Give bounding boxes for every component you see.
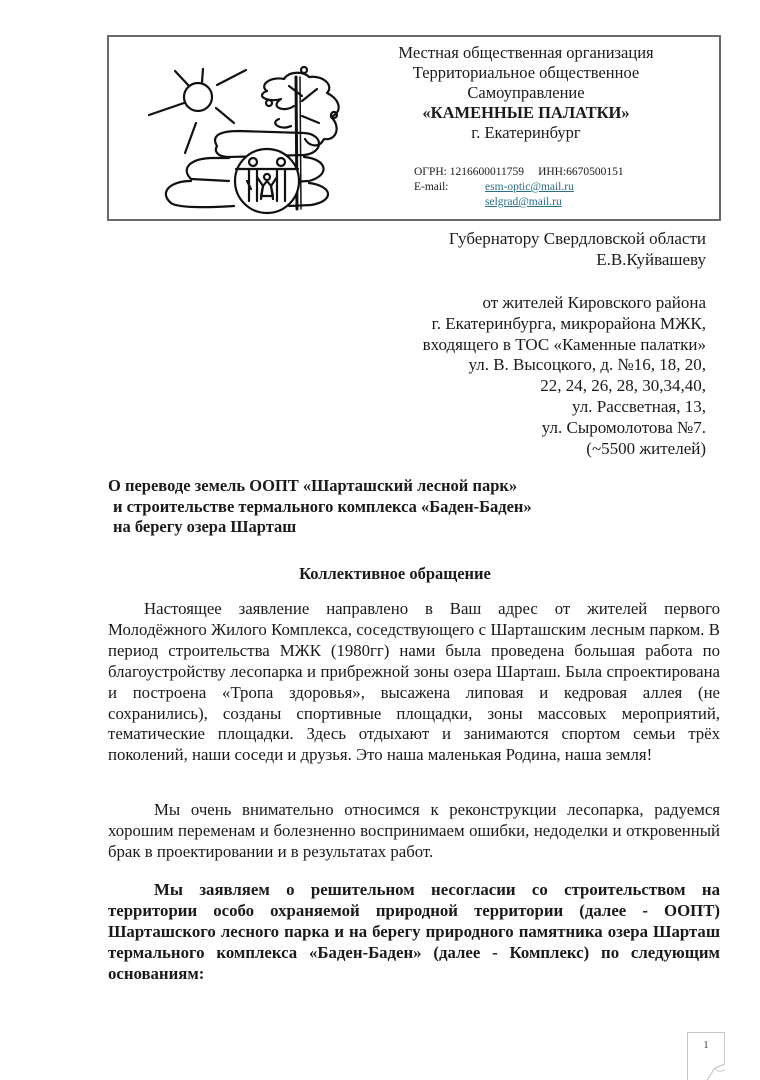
sender-block bbox=[423, 293, 706, 459]
body-paragraph-1 bbox=[108, 599, 720, 766]
sender-line: г. Екатеринбурга, микрорайона МЖК, bbox=[431, 313, 706, 333]
sender-line: 22, 24, 26, 28, 30,34,40, bbox=[540, 376, 706, 396]
sender-line: ул. Рассветная, 13, bbox=[572, 396, 706, 416]
sender-line: ул. В. Высоцкого, д. №16, 18, 20, bbox=[468, 355, 706, 375]
organization-logo-icon bbox=[119, 41, 369, 216]
subject-line: на берегу озера Шарташ bbox=[113, 517, 297, 536]
paragraph-text: Мы очень внимательно относимся к реконструкции лесопарка, радуемся хорошим переменам и болезненно воспринимаем ошибки, недоделки и откровенный брак в проектировании и в результатах работ. bbox=[108, 800, 720, 861]
organization-name bbox=[361, 43, 691, 143]
subject-line: О переводе земель ООПТ «Шарташский лесной парк» bbox=[108, 476, 518, 495]
ogrn-number: ОГРН: 1216600011759 bbox=[414, 166, 525, 178]
email-label: E-mail: bbox=[414, 181, 449, 193]
family-icon bbox=[235, 149, 299, 213]
page-number: 1 bbox=[703, 1039, 709, 1051]
email-link-selgrad[interactable]: selgrad@mail.ru bbox=[485, 196, 562, 208]
sender-line: входящего в ТОС «Каменные палатки» bbox=[422, 334, 706, 354]
appeal-title: Коллективное обращение bbox=[299, 564, 491, 583]
paragraph-text: Мы заявляем о решительном несогласии со строительством на территории особо охраняемой природной территории (далее - ООПТ) Шарташского лесного парка и на берегу природного памятника озера Шарташ термального комплекса «Баден-Баден» (далее - Комплекс) по следующим основаниям: bbox=[108, 880, 720, 983]
addressee-block bbox=[449, 228, 706, 270]
sun-icon bbox=[149, 69, 246, 153]
org-city: г. Екатеринбург bbox=[471, 123, 581, 142]
org-line: Территориальное общественное bbox=[412, 63, 640, 82]
subject-line: и строительстве термального комплекса «Баден-Баден» bbox=[113, 496, 532, 516]
page-number-box bbox=[687, 1032, 725, 1080]
body-paragraph-2 bbox=[108, 800, 720, 863]
addressee-name: Е.В.Куйвашеву bbox=[596, 250, 706, 269]
sender-line: (~5500 жителей) bbox=[586, 438, 706, 458]
org-title: «КАМЕННЫЕ ПАЛАТКИ» bbox=[422, 103, 630, 122]
letterhead-box bbox=[107, 35, 721, 221]
org-line: Местная общественная организация bbox=[398, 43, 654, 62]
sender-line: от жителей Кировского района bbox=[482, 293, 706, 312]
sender-line: ул. Сыромолотова №7. bbox=[541, 417, 706, 437]
addressee-line: Губернатору Свердловской области bbox=[448, 229, 706, 248]
subject-heading bbox=[108, 476, 532, 538]
org-line: Самоуправление bbox=[467, 83, 585, 102]
paragraph-text: Настоящее заявление направлено в Ваш адрес от жителей первого Молодёжного Жилого Комплекса, соседствующего с Шарташским лесным парком. В период строительства МЖК (1980гг) нами была проведена большая работа по благоустройству лесопарка и прибрежной зоны озера Шарташ. Была спроектирована и построена «Тропа здоровья», высажена липовая и кедровая аллея (не сохранились), созданы спортивные площадки, зоны массовых мероприятий, тематические площадки. Здесь отдыхают и занимаются спортом семьи трёх поколений, наши соседи и друзья. Это наша маленькая Родина, наша земля! bbox=[108, 599, 720, 765]
body-paragraph-3 bbox=[108, 880, 720, 985]
email-link-esm-optic[interactable]: esm-optic@mail.ru bbox=[485, 181, 574, 193]
inn-number: ИНН:6670500151 bbox=[538, 166, 624, 178]
registration-details bbox=[414, 165, 624, 210]
page-curl-icon bbox=[707, 1060, 725, 1080]
